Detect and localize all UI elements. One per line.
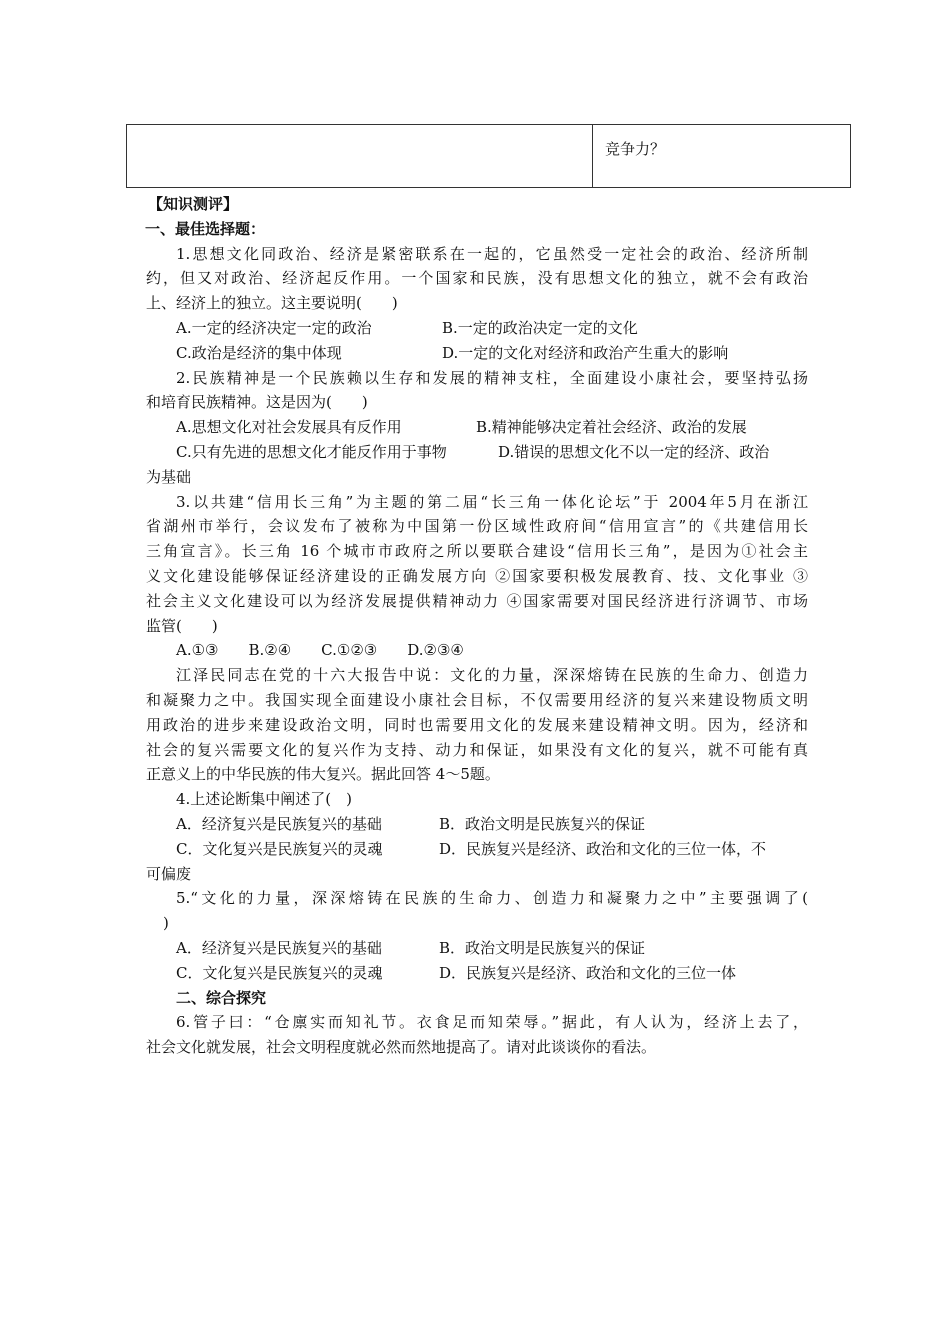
option-a: A.思想文化对社会发展具有反作用 [176,418,402,437]
question-3-line: 社会主义文化建设可以为经济发展提供精神动力 ④国家需要对国民经济进行济调节、市场 [146,591,808,610]
table-fragment [126,124,851,188]
option-d: D．民族复兴是经济、政治和文化的三位一体，不 [439,839,767,858]
question-4-stem: 4.上述论断集中阐述了( ) [176,790,353,809]
question-3-line: 监管( ) [146,616,218,635]
question-2-line: 2.民族精神是一个民族赖以生存和发展的精神支柱，全面建设小康社会，要坚持弘扬 [176,368,808,387]
question-2-options-row [146,415,808,440]
question-5 [146,886,808,985]
question-1-options-row [146,341,808,366]
option-c: C．文化复兴是民族复兴的灵魂 [176,839,383,858]
question-6 [146,1010,808,1060]
question-5-options-row [146,936,808,961]
option-b: B．政治文明是民族复兴的保证 [439,814,646,833]
option-b: B.一定的政治决定一定的文化 [442,318,638,337]
option-c: C.只有先进的思想文化才能反作用于事物 [176,442,447,461]
question-4-options-row [146,837,808,862]
option-c: C．文化复兴是民族复兴的灵魂 [176,963,383,982]
question-1-options-row [146,316,808,341]
passage-line: 江泽民同志在党的十六大报告中说：文化的力量，深深熔铸在民族的生命力、创造力 [176,666,808,685]
question-4 [146,787,808,886]
option-b: B．政治文明是民族复兴的保证 [439,938,646,957]
question-6-line: 6.管子曰：“仓廪实而知礼节。衣食足而知荣辱。”据此，有人认为，经济上去了， [176,1013,808,1032]
option-d: D.一定的文化对经济和政治产生重大的影响 [442,343,729,362]
question-6-line: 社会文化就发展，社会文明程度就必然而然地提高了。请对此谈谈你的看法。 [146,1038,657,1057]
question-2-options-row [146,440,808,465]
passage-line: 社会的复兴需要文化的复兴作为支持、动力和保证，如果没有文化的复兴，就不可能有真 [146,740,808,759]
question-5-stem: 5.“文化的力量，深深熔铸在民族的生命力、创造力和凝聚力之中”主要强调了( [176,889,808,908]
question-3-line: 3.以共建“信用长三角”为主题的第二届“长三角一体化论坛”于 2004年5月在浙江 [176,492,808,511]
question-3 [146,490,808,664]
option-b: B.精神能够决定着社会经济、政治的发展 [476,418,747,437]
question-3-line: 义文化建设能够保证经济建设的正确发展方向 ②国家要积极发展教育、技、文化事业 ③ [146,566,808,585]
option-d: D.错误的思想文化不以一定的经济、政治 [498,442,770,461]
table-cell-right: 竞争力？ [605,140,666,158]
section2-title: 二、综合探究 [176,988,267,1007]
question-5-stem-continued: ) [163,914,169,933]
option-c: C.政治是经济的集中体现 [176,343,342,362]
question-1-line: 约，但又对政治、经济起反作用。一个国家和民族，没有思想文化的独立，就不会有政治 [146,269,808,288]
question-5-options-row [146,961,808,986]
section1-title: 一、最佳选择题： [145,219,266,238]
question-4-options-row [146,812,808,837]
question-2-option-d-continued: 为基础 [146,467,192,486]
table-divider [592,125,593,187]
question-2 [146,366,808,490]
question-4-option-d-continued: 可偏废 [146,864,192,883]
option-a: A．经济复兴是民族复兴的基础 [176,938,382,957]
reading-passage [146,663,808,787]
section-knowledge-heading: 【知识测评】 [148,195,239,213]
option-d: D．民族复兴是经济、政治和文化的三位一体 [439,963,737,982]
passage-line: 用政治的进步来建设政治文明，同时也需要用文化的发展来建设精神文明。因为，经济和 [146,715,808,734]
option-a: A.一定的经济决定一定的政治 [176,318,372,337]
question-1 [146,242,808,366]
question-3-line: 三角宣言》。长三角 16 个城市市政府之所以要联合建设“信用长三角”，是因为①社会主 [146,542,808,561]
question-3-options: A.①③ B.②④ C.①②③ D.②③④ [176,641,464,660]
question-1-line: 上、经济上的独立。这主要说明( ) [146,294,398,313]
question-3-line: 省湖州市举行，会议发布了被称为中国第一份区域性政府间“信用宣言”的《共建信用长 [146,517,808,536]
question-2-line: 和培育民族精神。这是因为( ) [146,393,368,412]
option-a: A．经济复兴是民族复兴的基础 [176,814,382,833]
passage-line: 和凝聚力之中。我国实现全面建设小康社会目标，不仅需要用经济的复兴来建设物质文明 [146,690,808,709]
question-1-line: 1.思想文化同政治、经济是紧密联系在一起的，它虽然受一定社会的政治、经济所制 [176,244,808,263]
document-body [146,192,808,1060]
passage-line: 正意义上的中华民族的伟大复兴。据此回答 4～5题。 [146,765,500,784]
